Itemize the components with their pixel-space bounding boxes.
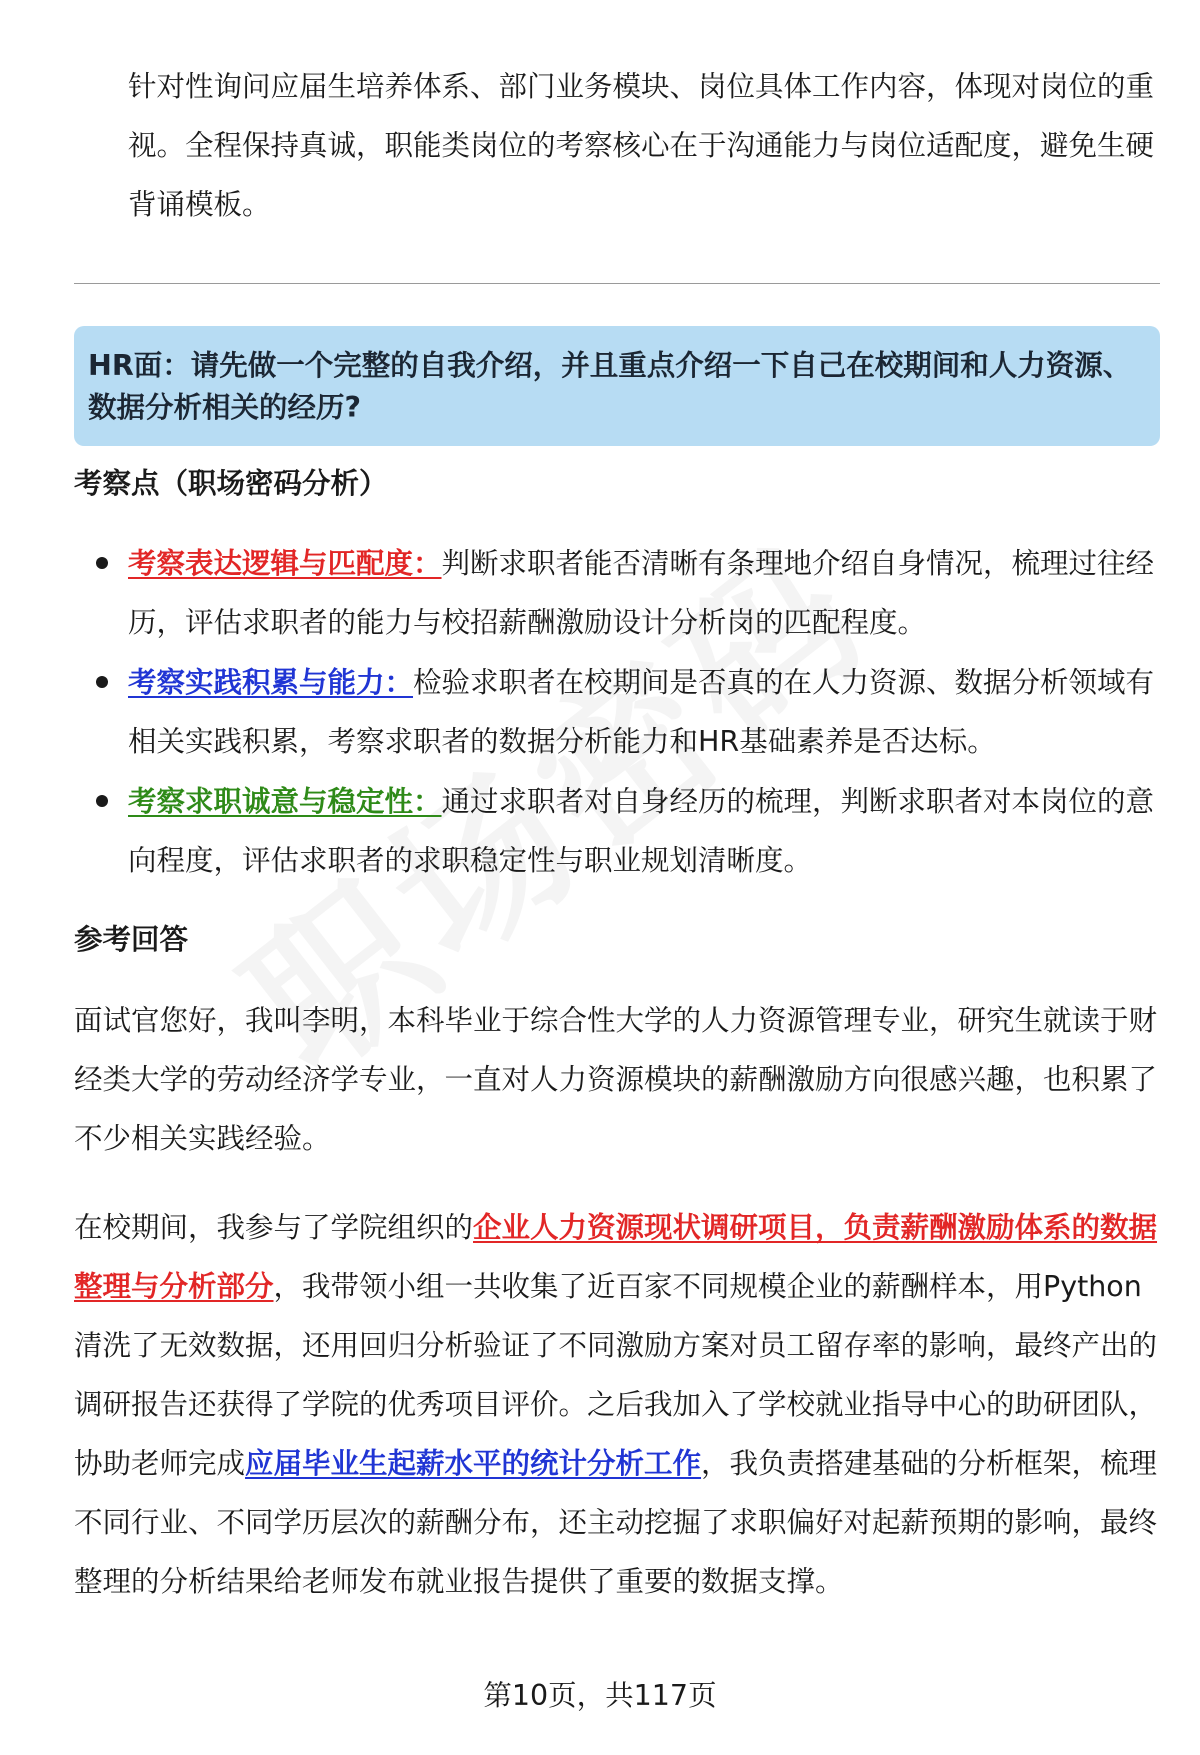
answer-heading: 参考回答	[74, 923, 189, 956]
assessment-point-1	[128, 534, 1158, 652]
section-divider	[74, 283, 1160, 284]
question-box	[74, 326, 1160, 446]
point-text-3: 通过求职者对自身经历的梳理，判断求职者对本岗位的意向程度，评估求职者的求职稳定性与职业规划清晰度。	[128, 785, 1155, 877]
bullet-dot	[96, 795, 108, 807]
question-text: HR面：请先做一个完整的自我介绍，并且重点介绍一下自己在校期间和人力资源、数据分析相关的经历?	[88, 349, 1132, 424]
answer-text-1: 在校期间，我参与了学院组织的	[74, 1211, 474, 1244]
answer-paragraph-2	[74, 1198, 1160, 1611]
answer-highlight-1: 企业人力资源现状调研项目，负责薪酬激励体系的数据整理与分析部分	[74, 1211, 1158, 1303]
top-paragraph: 针对性询问应届生培养体系、部门业务模块、岗位具体工作内容，体现对岗位的重视。全程保持真诚，职能类岗位的考察核心在于沟通能力与岗位适配度，避免生硬背诵模板。	[128, 70, 1155, 221]
answer-highlight-2: 应届毕业生起薪水平的统计分析工作	[245, 1447, 702, 1480]
assessment-point-2	[128, 653, 1158, 771]
page-footer: 第10页，共117页	[483, 1679, 717, 1712]
assessment-point-3	[128, 772, 1158, 890]
point-text-1: 判断求职者能否清晰有条理地介绍自身情况，梳理过往经历，评估求职者的能力与校招薪酬激励设计分析岗的匹配程度。	[128, 547, 1155, 639]
answer-paragraph-1: 面试官您好，我叫李明，本科毕业于综合性大学的人力资源管理专业，研究生就读于财经类大学的劳动经济学专业，一直对人力资源模块的薪酬激励方向很感兴趣，也积累了不少相关实践经验。	[74, 1004, 1158, 1155]
point-keyword-1: 考察表达逻辑与匹配度：	[128, 547, 442, 580]
point-keyword-2: 考察实践积累与能力：	[128, 666, 414, 699]
answer-text-2: ，我带领小组一共收集了近百家不同规模企业的薪酬样本，用Python清洗了无效数据，还用回归分析验证了不同激励方案对员工留存率的影响，最终产出的调研报告还获得了学院的优秀项目评价。之后我加入了学校就业指导中心的助研团队，协助老师完成	[74, 1270, 1158, 1480]
point-text-2: 检验求职者在校期间是否真的在人力资源、数据分析领域有相关实践积累，考察求职者的数据分析能力和HR基础素养是否达标。	[128, 666, 1155, 758]
bullet-dot	[96, 676, 108, 688]
answer-text-3: ，我负责搭建基础的分析框架，梳理不同行业、不同学历层次的薪酬分布，还主动挖掘了求职偏好对起薪预期的影响，最终整理的分析结果给老师发布就业报告提供了重要的数据支撑。	[74, 1447, 1158, 1598]
bullet-dot	[96, 557, 108, 569]
assessment-heading: 考察点（职场密码分析）	[74, 467, 388, 500]
point-keyword-3: 考察求职诚意与稳定性：	[128, 785, 442, 818]
